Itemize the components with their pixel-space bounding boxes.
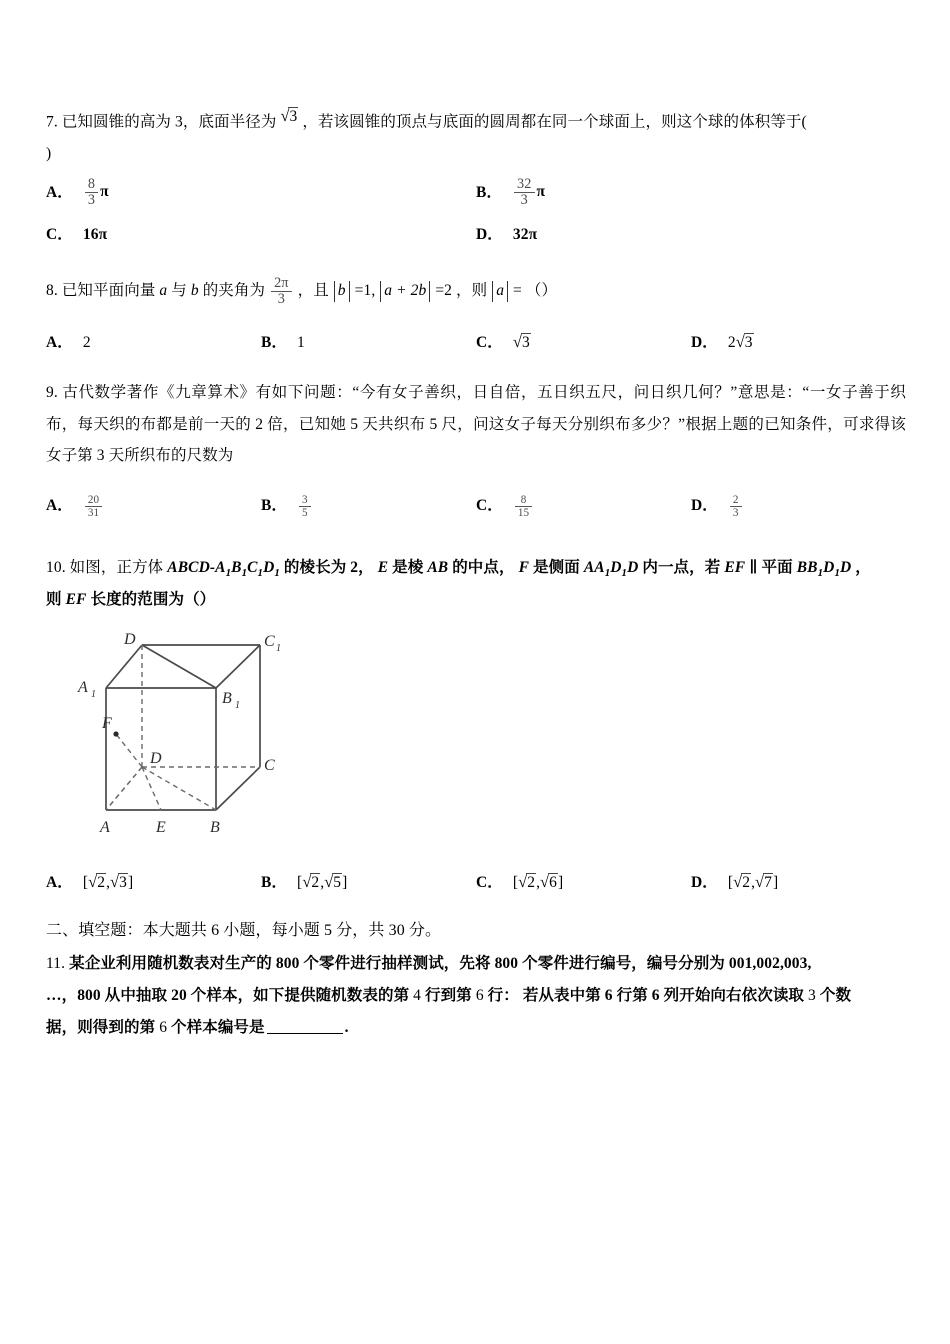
question-8-stem xyxy=(46,275,906,308)
point-F-dot xyxy=(113,731,118,736)
option-10-a[interactable] xyxy=(46,866,261,899)
question-7-text-part3: ) xyxy=(46,145,52,163)
question-8-text-p3: 的夹角为 xyxy=(202,281,266,299)
question-9-text: 古代数学著作《九章算术》有如下问题：“今有女子善织，日自倍，五日织五尺，问日织几何？”意思是：“一女子善于织布，每天织的布都是前一天的 2 倍，已知她 5 天共织布 5 尺，问这女子每天分别织布多少？”根据上题的已知条件，可求得该女子第 3 天所织布的尺数为 xyxy=(46,383,906,465)
question-7-text-part2: ，若该圆锥的顶点与底面的圆周都在同一个球面上，则这个球的体积等于( xyxy=(302,113,807,131)
question-9 xyxy=(46,377,906,522)
vertex-label-B: B xyxy=(210,819,220,837)
option-9-a-label: A． xyxy=(46,497,73,515)
question-7-text-part1: 已知圆锥的高为 3，底面半径为 xyxy=(61,113,277,131)
question-11-text-l2p2: 行到第 xyxy=(425,986,472,1004)
option-9-b-label: B． xyxy=(261,497,288,515)
question-11-line2 xyxy=(46,980,906,1012)
question-10-text-p5: 是侧面 xyxy=(533,559,580,576)
option-7-c[interactable] xyxy=(46,219,476,251)
question-11-text-l3p2: 个样本编号是 xyxy=(171,1018,265,1036)
option-10-d-value: [√2,√7] xyxy=(727,872,779,891)
option-7-a-label: A． xyxy=(46,184,73,202)
question-10-stem xyxy=(46,552,906,584)
question-11-sample-index: 6 xyxy=(159,1018,168,1036)
question-10-text-l2p2: 长度的范围为（） xyxy=(90,591,216,609)
option-9-c-value: $\frac{8}{15}$ xyxy=(513,490,534,522)
eq-a: = xyxy=(513,281,522,299)
option-7-b-value: $\frac{32}{3}$ π xyxy=(512,176,545,209)
segment-EF-label: EF xyxy=(724,559,746,576)
option-7-d-value: 32π xyxy=(512,225,538,243)
option-8-d-label: D． xyxy=(691,334,718,352)
option-9-c-label: C． xyxy=(476,497,503,515)
vertex-label-C: C xyxy=(264,757,275,775)
option-10-b-label: B． xyxy=(261,874,288,892)
question-11-text-line1: 某企业利用随机数表对生产的 800 个零件进行抽样测试，先将 800 个零件进行编号，编号分别为 001,002,003, xyxy=(69,955,812,973)
option-9-a-value: $\frac{20}{31}$ xyxy=(83,490,104,522)
question-10-text-p4: 的中点， xyxy=(452,559,515,576)
parallel-symbol-icon: ∥ xyxy=(749,559,758,576)
question-11-line1 xyxy=(46,948,906,980)
question-9-stem xyxy=(46,377,906,472)
option-10-b[interactable] xyxy=(261,866,476,899)
question-11-number: 11. xyxy=(46,955,66,973)
question-10-text-p1: 如图，正方体 xyxy=(69,559,164,576)
option-8-d-value: 2√3 xyxy=(727,332,753,351)
option-10-a-label: A． xyxy=(46,874,73,892)
question-11-text-l3p3: . xyxy=(344,1018,349,1036)
question-7-stem xyxy=(46,100,906,138)
question-10-text-p7: 平面 xyxy=(761,559,793,576)
question-10 xyxy=(46,552,906,899)
question-8-options xyxy=(46,326,906,359)
question-11-row-end: 6 xyxy=(475,986,484,1004)
question-10-text-p3: 是棱 xyxy=(392,559,424,576)
abs-a-plus-2b: a + 2b xyxy=(380,281,430,302)
question-11-row-start: 4 xyxy=(413,986,422,1004)
option-8-b-value: 1 xyxy=(297,334,305,352)
option-9-a[interactable] xyxy=(46,490,261,522)
option-7-a-value: $\frac{8}{3}$ π xyxy=(83,176,109,209)
option-9-d-value: $\frac{2}{3}$ xyxy=(728,490,744,522)
question-7-options-row-1 xyxy=(46,176,906,209)
option-10-d[interactable] xyxy=(691,866,906,899)
vertex-label-D1: D xyxy=(124,631,136,649)
vertex-label-D: D xyxy=(150,750,162,768)
question-11-digit-count: 3 xyxy=(808,986,816,1004)
question-11-text-l3p1: 据，则得到的第 xyxy=(46,1018,156,1036)
edge-AB-label: AB xyxy=(427,559,449,576)
vertex-label-C1: C xyxy=(264,633,275,651)
question-11-text-l2p4: 个数 xyxy=(819,986,852,1004)
option-7-c-value: 16π xyxy=(82,225,108,243)
eq-b-1: =1, xyxy=(354,281,376,299)
vertex-label-B1-sub: 1 xyxy=(235,700,241,712)
option-10-c[interactable] xyxy=(476,866,691,899)
section-2-heading-text: 二、填空题：本大题共 6 小题，每小题 5 分，共 30 分。 xyxy=(46,922,442,940)
question-9-options xyxy=(46,490,906,522)
question-7-options-row-2 xyxy=(46,219,906,251)
option-8-b-label: B． xyxy=(261,334,288,352)
option-10-c-value: [√2,√6] xyxy=(512,872,564,891)
question-10-text-l2p1: 则 xyxy=(46,591,62,609)
option-8-a-label: A． xyxy=(46,334,73,352)
answer-blank-11[interactable] xyxy=(267,1033,343,1034)
option-7-d[interactable] xyxy=(476,219,906,251)
question-7-number: 7. xyxy=(46,113,58,131)
option-9-d-label: D． xyxy=(691,497,718,515)
question-8-number: 8. xyxy=(46,281,58,299)
point-E-label: E xyxy=(377,559,389,576)
option-9-b-value: $\frac{3}{5}$ xyxy=(297,490,313,522)
question-8-text-p4: ，且 xyxy=(297,281,329,299)
section-2-heading xyxy=(46,915,906,948)
vertex-label-A1-sub: 1 xyxy=(91,689,97,701)
option-7-b-label: B． xyxy=(476,184,503,202)
question-7 xyxy=(46,100,906,251)
question-10-options xyxy=(46,866,906,899)
option-9-d[interactable] xyxy=(691,490,906,522)
cube-label: ABCD-$A_1B_1C_1D_1$ xyxy=(167,559,280,580)
vector-b: b xyxy=(190,281,199,299)
abs-b: b xyxy=(334,281,350,302)
segment-EF-label-2: EF xyxy=(65,591,87,609)
question-10-text-p2: 的棱长为 2， xyxy=(283,559,374,576)
option-8-b[interactable] xyxy=(261,327,476,359)
question-8 xyxy=(46,275,906,359)
cube-diagram xyxy=(64,630,906,852)
question-8-text-p5: ，则 xyxy=(456,281,488,299)
question-9-number: 9. xyxy=(46,383,58,401)
plane-BB1D1D-label: $BB_1D_1D$ xyxy=(796,559,852,580)
option-10-a-value: [√2,√3] xyxy=(82,872,134,891)
option-7-c-label: C． xyxy=(46,225,73,243)
sqrt-3-icon: √3 xyxy=(280,107,298,125)
vertex-label-A1: A xyxy=(78,679,88,697)
page-content xyxy=(46,100,906,1043)
question-8-text-p2: 与 xyxy=(171,281,187,299)
option-8-a[interactable] xyxy=(46,327,261,359)
option-9-b[interactable] xyxy=(261,490,476,522)
vertex-label-B1: B xyxy=(222,690,232,708)
vertex-label-E: E xyxy=(156,819,166,837)
question-11-text-l2p1: …，800 从中抽取 20 个样本，如下提供随机数表的第 xyxy=(46,986,410,1004)
eq-ab-2: =2 xyxy=(435,281,453,299)
question-7-stem-cont xyxy=(46,138,906,170)
question-8-text-p6: （） xyxy=(525,281,558,299)
question-11-line3 xyxy=(46,1012,906,1044)
option-8-c[interactable] xyxy=(476,326,691,359)
question-11-text-l2p3: 行： 若从表中第 6 行第 6 列开始向右依次读取 xyxy=(487,986,805,1004)
option-10-b-value: [√2,√5] xyxy=(297,872,348,891)
question-10-text-p6: 内一点，若 xyxy=(642,559,721,576)
abs-a: a xyxy=(492,281,508,302)
option-10-c-label: C． xyxy=(476,874,503,892)
option-10-d-label: D． xyxy=(691,874,718,892)
option-7-b[interactable] xyxy=(476,176,906,209)
point-F-label: F xyxy=(518,559,530,576)
question-11 xyxy=(46,948,906,1043)
option-9-c[interactable] xyxy=(476,490,691,522)
option-8-c-value: √3 xyxy=(512,332,530,351)
cube-diagram-svg xyxy=(64,630,314,840)
option-8-c-label: C． xyxy=(476,334,503,352)
option-7-a[interactable] xyxy=(46,176,476,209)
question-10-stem-line2 xyxy=(46,584,906,616)
question-10-number: 10. xyxy=(46,559,66,576)
vertex-label-F: F xyxy=(102,715,112,733)
option-7-d-label: D． xyxy=(476,225,503,243)
option-8-a-value: 2 xyxy=(82,334,91,352)
option-8-d[interactable] xyxy=(691,326,906,359)
vertex-label-C1-sub: 1 xyxy=(276,643,282,655)
vector-a: a xyxy=(159,281,168,299)
question-8-text-p1: 已知平面向量 xyxy=(61,281,156,299)
vertex-label-A: A xyxy=(100,819,110,837)
face-AA1D1D-label: $AA_1D_1D$ xyxy=(583,559,639,580)
question-10-text-p8: ， xyxy=(855,559,871,576)
angle-fraction: $\frac{2\pi}{3}$ xyxy=(271,276,292,308)
